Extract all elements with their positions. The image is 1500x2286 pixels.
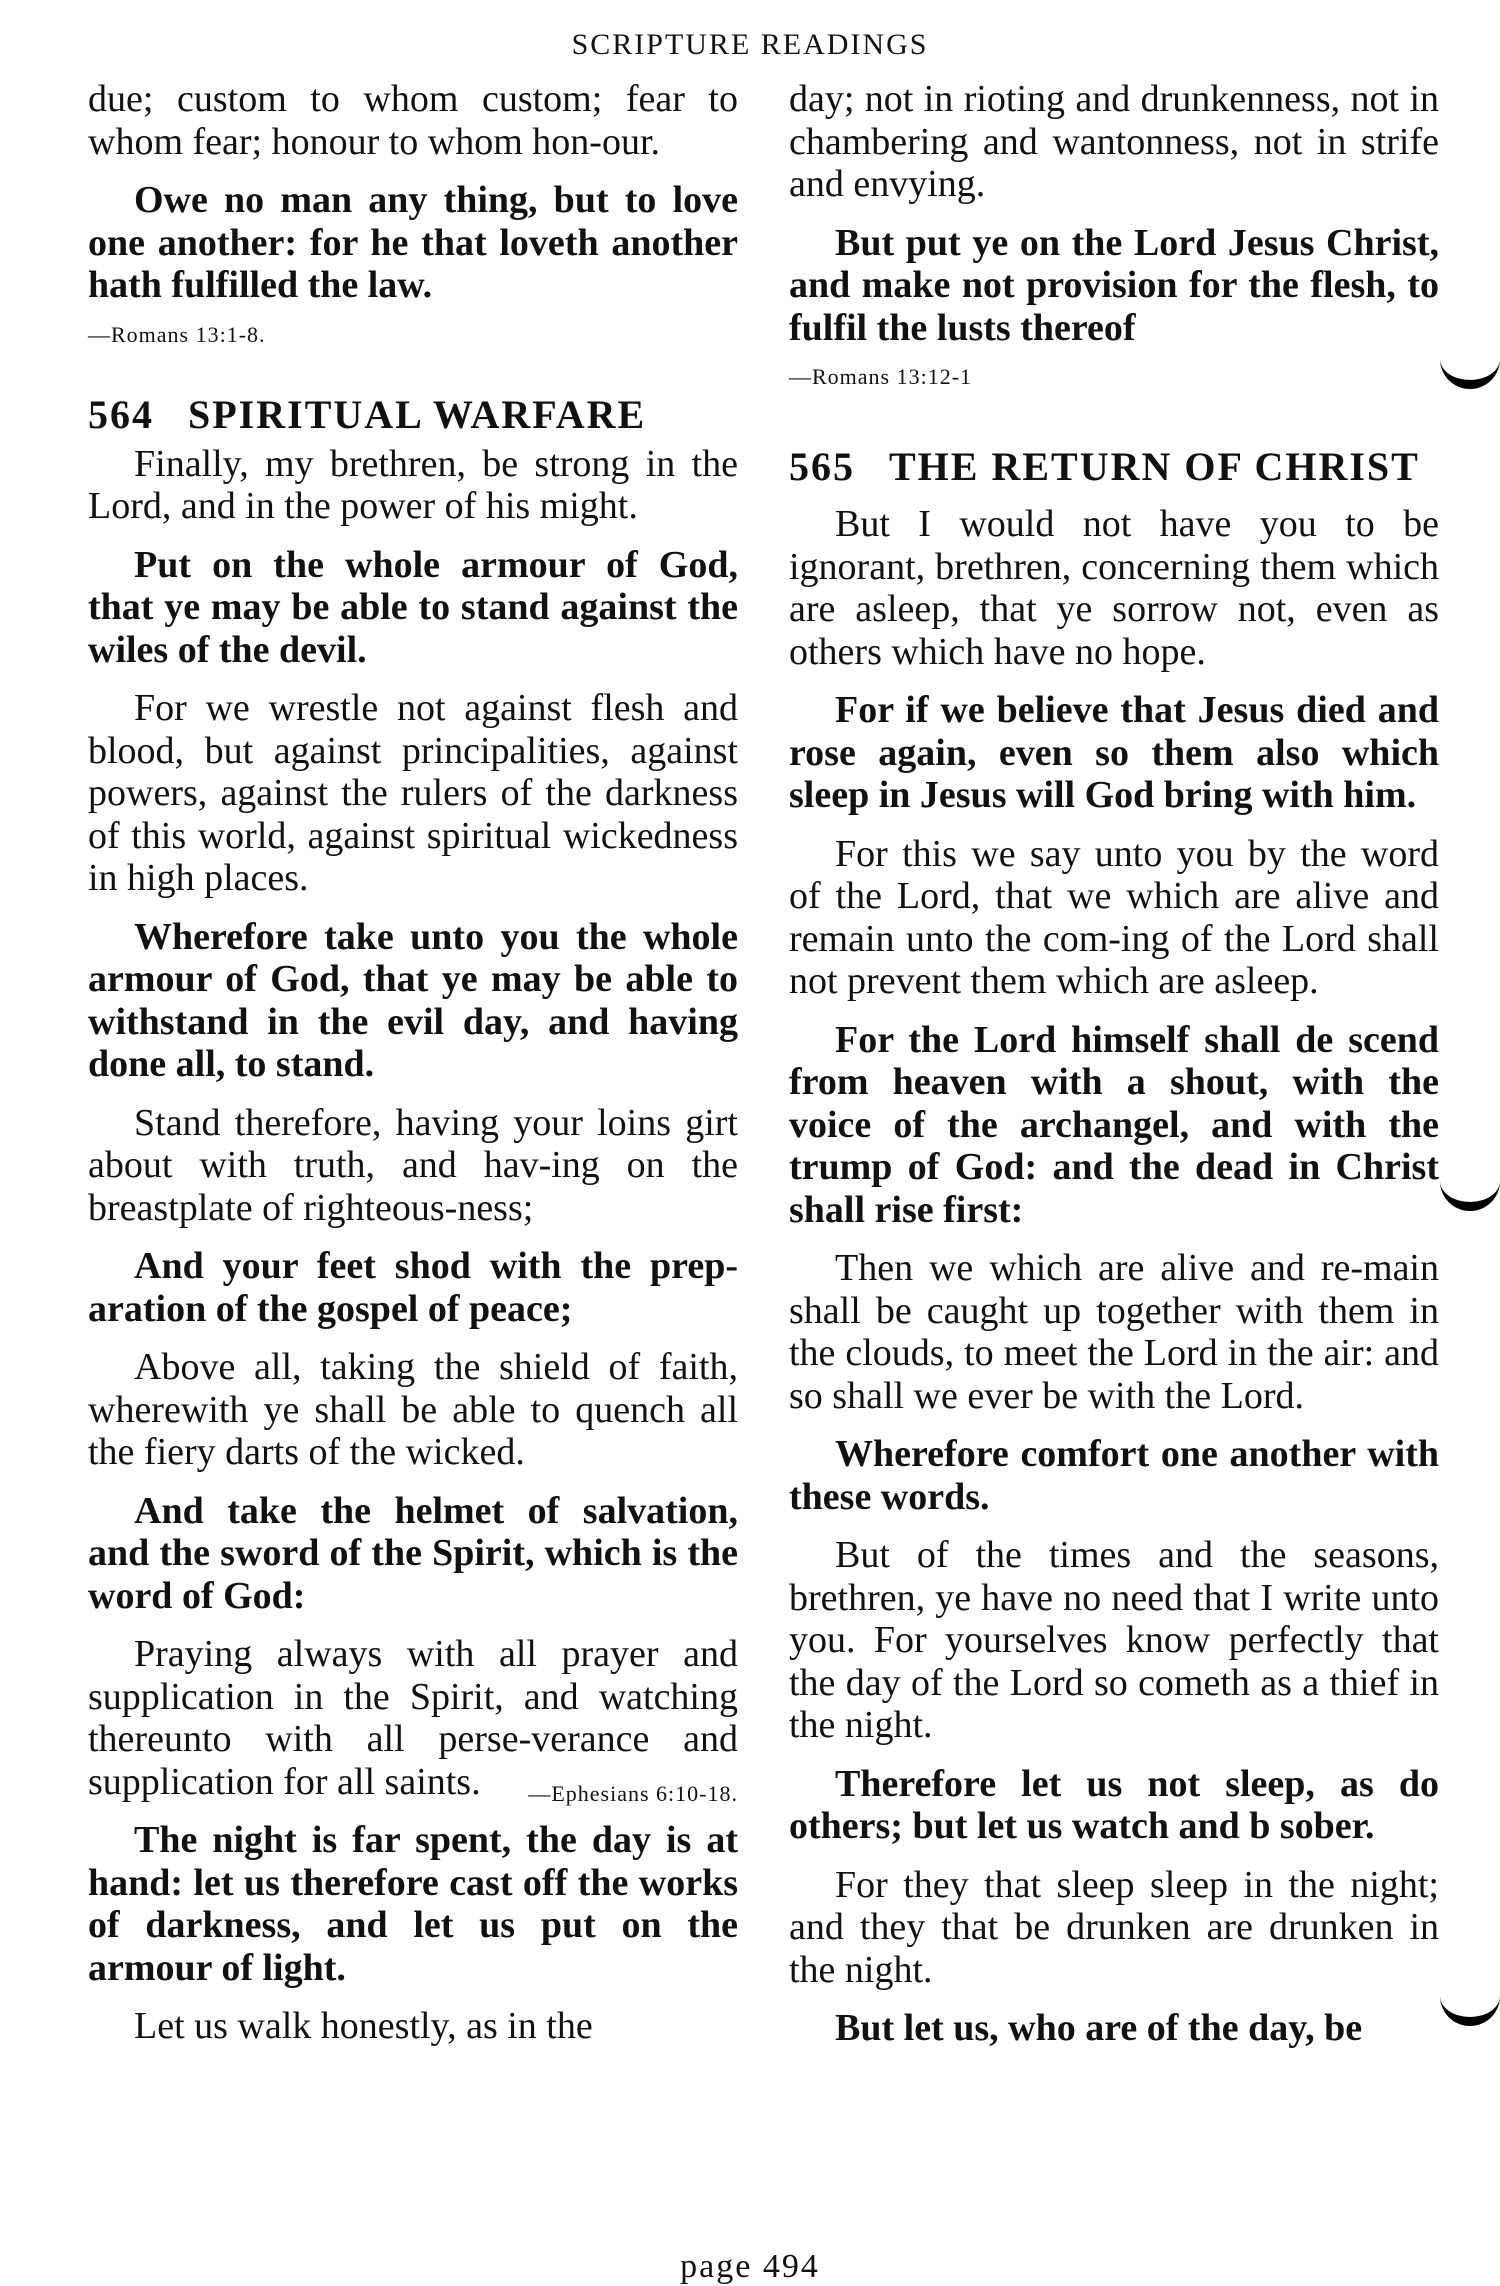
section-heading-565 — [789, 445, 1439, 489]
right-paragraph-10: Therefore let us not sleep, as do others; but let us watch and b sober. — [789, 1762, 1439, 1847]
right-paragraph-9: But of the times and the seasons, brethren, ye have no need that I write unto you. For yourselves know perfectly that the day of the Lord so cometh as a thief in the night. — [789, 1534, 1439, 1746]
left-paragraph-3: Finally, my brethren, be strong in the Lord, and in the power of his might. — [88, 442, 738, 527]
section-heading-564 — [88, 393, 738, 437]
left-paragraph-2: Owe no man any thing, but to love one another: for he that loveth another hath fulfilled the law. — [88, 179, 738, 306]
right-column — [789, 78, 1439, 2066]
page-number: page 494 — [680, 2248, 820, 2285]
left-paragraph-11-text: Praying always with all prayer and supplication in the Spirit, and watching thereunto with all perse-verance and supplication for all saints. — [88, 1633, 738, 1803]
section-title: SPIRITUAL WARFARE — [188, 391, 647, 437]
page-tab-mark-3 — [1440, 1995, 1500, 2026]
section-number: 564 — [88, 391, 154, 437]
left-paragraph-1: due; custom to whom custom; fear to whom fear; honour to whom hon-our. — [88, 78, 738, 163]
left-paragraph-12: The night is far spent, the day is at hand: let us therefore cast off the works of darkness, and let us put on the armour of light. — [88, 1819, 738, 1989]
left-paragraph-6: Wherefore take unto you the whole armour of God, that ye may be able to withstand in the evil day, and having done all, to stand. — [88, 915, 738, 1085]
page-header: SCRIPTURE READINGS — [571, 28, 929, 61]
left-paragraph-5: For we wrestle not against flesh and blood, but against principalities, against powers, against the rulers of the darkness of this world, against spiritual wickedness in high places. — [88, 687, 738, 899]
right-paragraph-11: For they that sleep sleep in the night; and they that be drunken are drunken in the night. — [789, 1863, 1439, 1991]
page-tab-mark-2 — [1440, 1180, 1500, 1211]
left-citation-2: —Ephesians 6:10-18. — [528, 1780, 738, 1806]
left-paragraph-13: Let us walk honestly, as in the — [134, 2005, 593, 2047]
right-paragraph-8: Wherefore comfort one another with these words. — [789, 1433, 1439, 1518]
left-paragraph-10: And take the helmet of salvation, and the sword of the Spirit, which is the word of God: — [88, 1489, 738, 1617]
right-paragraph-6: For the Lord himself shall de scend from heaven with a shout, with the voice of the archangel, and with the trump of God: and the dead in Christ shall rise first: — [789, 1018, 1439, 1231]
right-citation-1: —Romans 13:12-1 — [789, 364, 973, 389]
right-paragraph-2: But put ye on the Lord Jesus Christ, and make not provision for the flesh, to fulfil the lusts thereof — [789, 221, 1439, 349]
left-column — [88, 78, 738, 2064]
left-paragraph-4: Put on the whole armour of God, that ye may be able to stand against the wiles of the devil. — [88, 543, 738, 671]
section-number: 565 — [789, 444, 855, 489]
page-tab-mark-1 — [1440, 358, 1500, 389]
left-paragraph-9: Above all, taking the shield of faith, wherewith ye shall be able to quench all the fiery darts of the wicked. — [88, 1346, 738, 1473]
right-paragraph-7: Then we which are alive and re-main shall be caught up together with them in the clouds, to meet the Lord in the air: and so shall we ever be with the Lord. — [789, 1247, 1439, 1417]
right-paragraph-4: For if we believe that Jesus died and rose again, even so them also which sleep in Jesus will God bring with him. — [789, 689, 1439, 816]
right-paragraph-5: For this we say unto you by the word of the Lord, that we which are alive and remain unto the com-ing of the Lord shall not prevent them which are asleep. — [789, 832, 1439, 1002]
right-paragraph-12: But let us, who are of the day, be — [835, 2007, 1363, 2049]
section-title: THE RETURN OF CHRIST — [889, 444, 1420, 489]
right-paragraph-1: day; not in rioting and drunkenness, not in chambering and wantonness, not in strife and envying. — [789, 78, 1439, 205]
left-citation-1: —Romans 13:1-8. — [88, 321, 266, 347]
left-paragraph-7: Stand therefore, having your loins girt about with truth, and hav-ing on the breastplate of righteous-ness; — [88, 1101, 738, 1229]
left-paragraph-11 — [88, 1633, 738, 1806]
right-paragraph-3: But I would not have you to be ignorant, brethren, concerning them which are asleep, that ye sorrow not, even as others which have no hope. — [789, 503, 1439, 673]
left-paragraph-8: And your feet shod with the prep-aration of the gospel of peace; — [88, 1245, 738, 1330]
